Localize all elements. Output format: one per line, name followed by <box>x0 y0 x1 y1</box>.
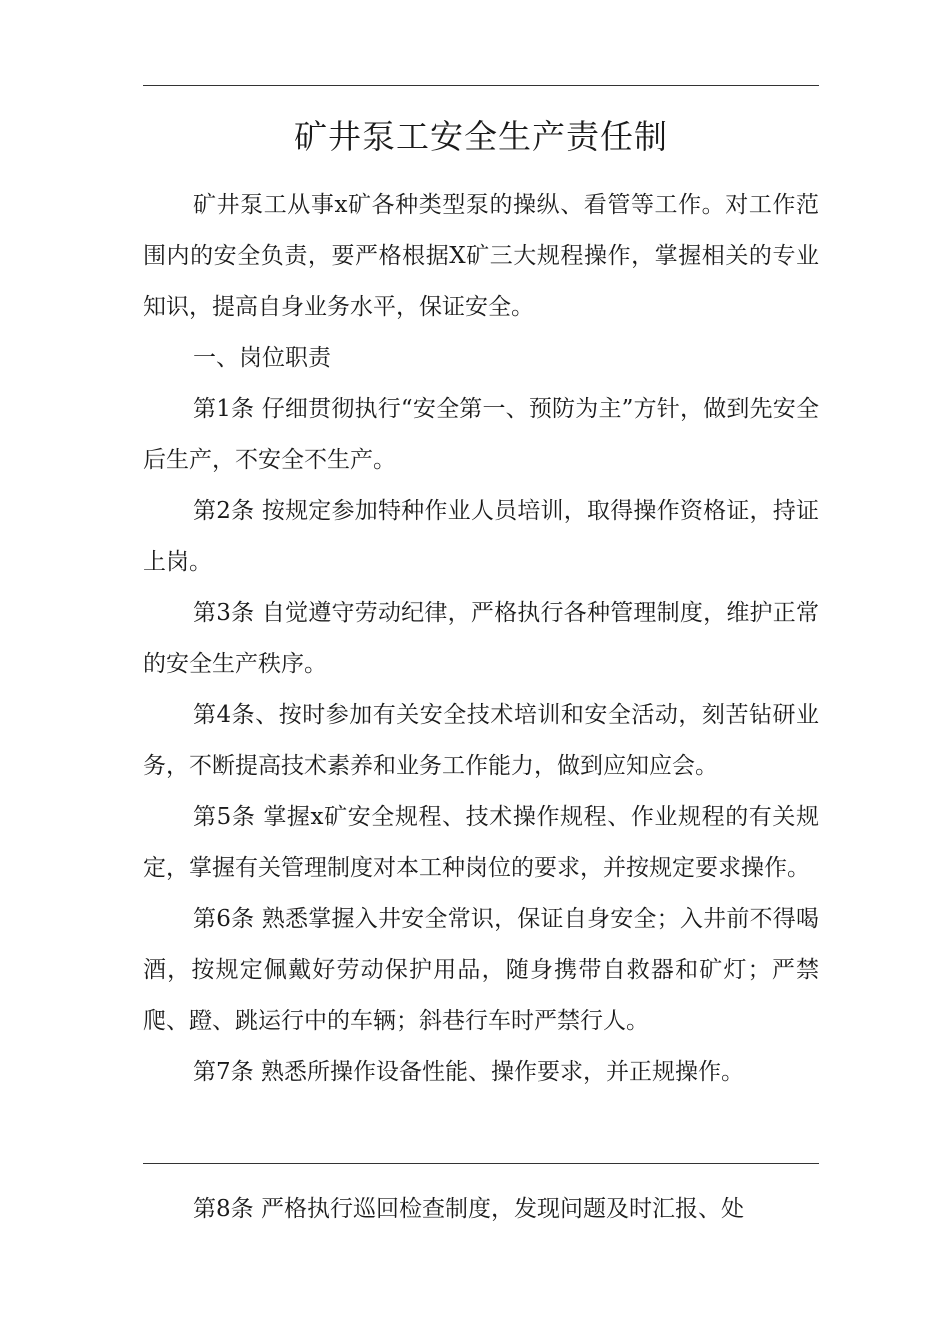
article-6: 第6条 熟悉掌握入井安全常识，保证自身安全；入井前不得喝酒，按规定佩戴好劳动保护用品，随身携带自救器和矿灯；严禁爬、蹬、跳运行中的车辆；斜巷行车时严禁行人。 <box>143 906 819 1034</box>
page-break-rule <box>143 1163 819 1164</box>
article-8: 第8条 严格执行巡回检查制度，发现问题及时汇报、处 <box>193 1196 744 1222</box>
article-5: 第5条 掌握x矿安全规程、技术操作规程、作业规程的有关规定，掌握有关管理制度对本工种岗位的要求，并按规定要求操作。 <box>143 804 819 881</box>
article-2: 第2条 按规定参加特种作业人员培训，取得操作资格证，持证上岗。 <box>143 498 819 575</box>
article-1: 第1条 仔细贯彻执行“安全第一、预防为主”方针，做到先安全后生产，不安全不生产。 <box>143 396 819 473</box>
article-4: 第4条、按时参加有关安全技术培训和安全活动，刻苦钻研业务，不断提高技术素养和业务工作能力，做到应知应会。 <box>143 702 819 779</box>
section-heading: 一、岗位职责 <box>193 345 331 371</box>
next-page-body <box>143 1184 819 1235</box>
header-rule <box>143 85 819 86</box>
article-3: 第3条 自觉遵守劳动纪律，严格执行各种管理制度，维护正常的安全生产秩序。 <box>143 600 819 677</box>
article-7: 第7条 熟悉所操作设备性能、操作要求，并正规操作。 <box>193 1059 744 1085</box>
document-body <box>143 180 819 1098</box>
document-title: 矿井泵工安全生产责任制 <box>294 117 668 156</box>
intro-paragraph: 矿井泵工从事x矿各种类型泵的操纵、看管等工作。对工作范围内的安全负责，要严格根据X矿三大规程操作，掌握相关的专业知识，提高自身业务水平，保证安全。 <box>143 192 819 320</box>
